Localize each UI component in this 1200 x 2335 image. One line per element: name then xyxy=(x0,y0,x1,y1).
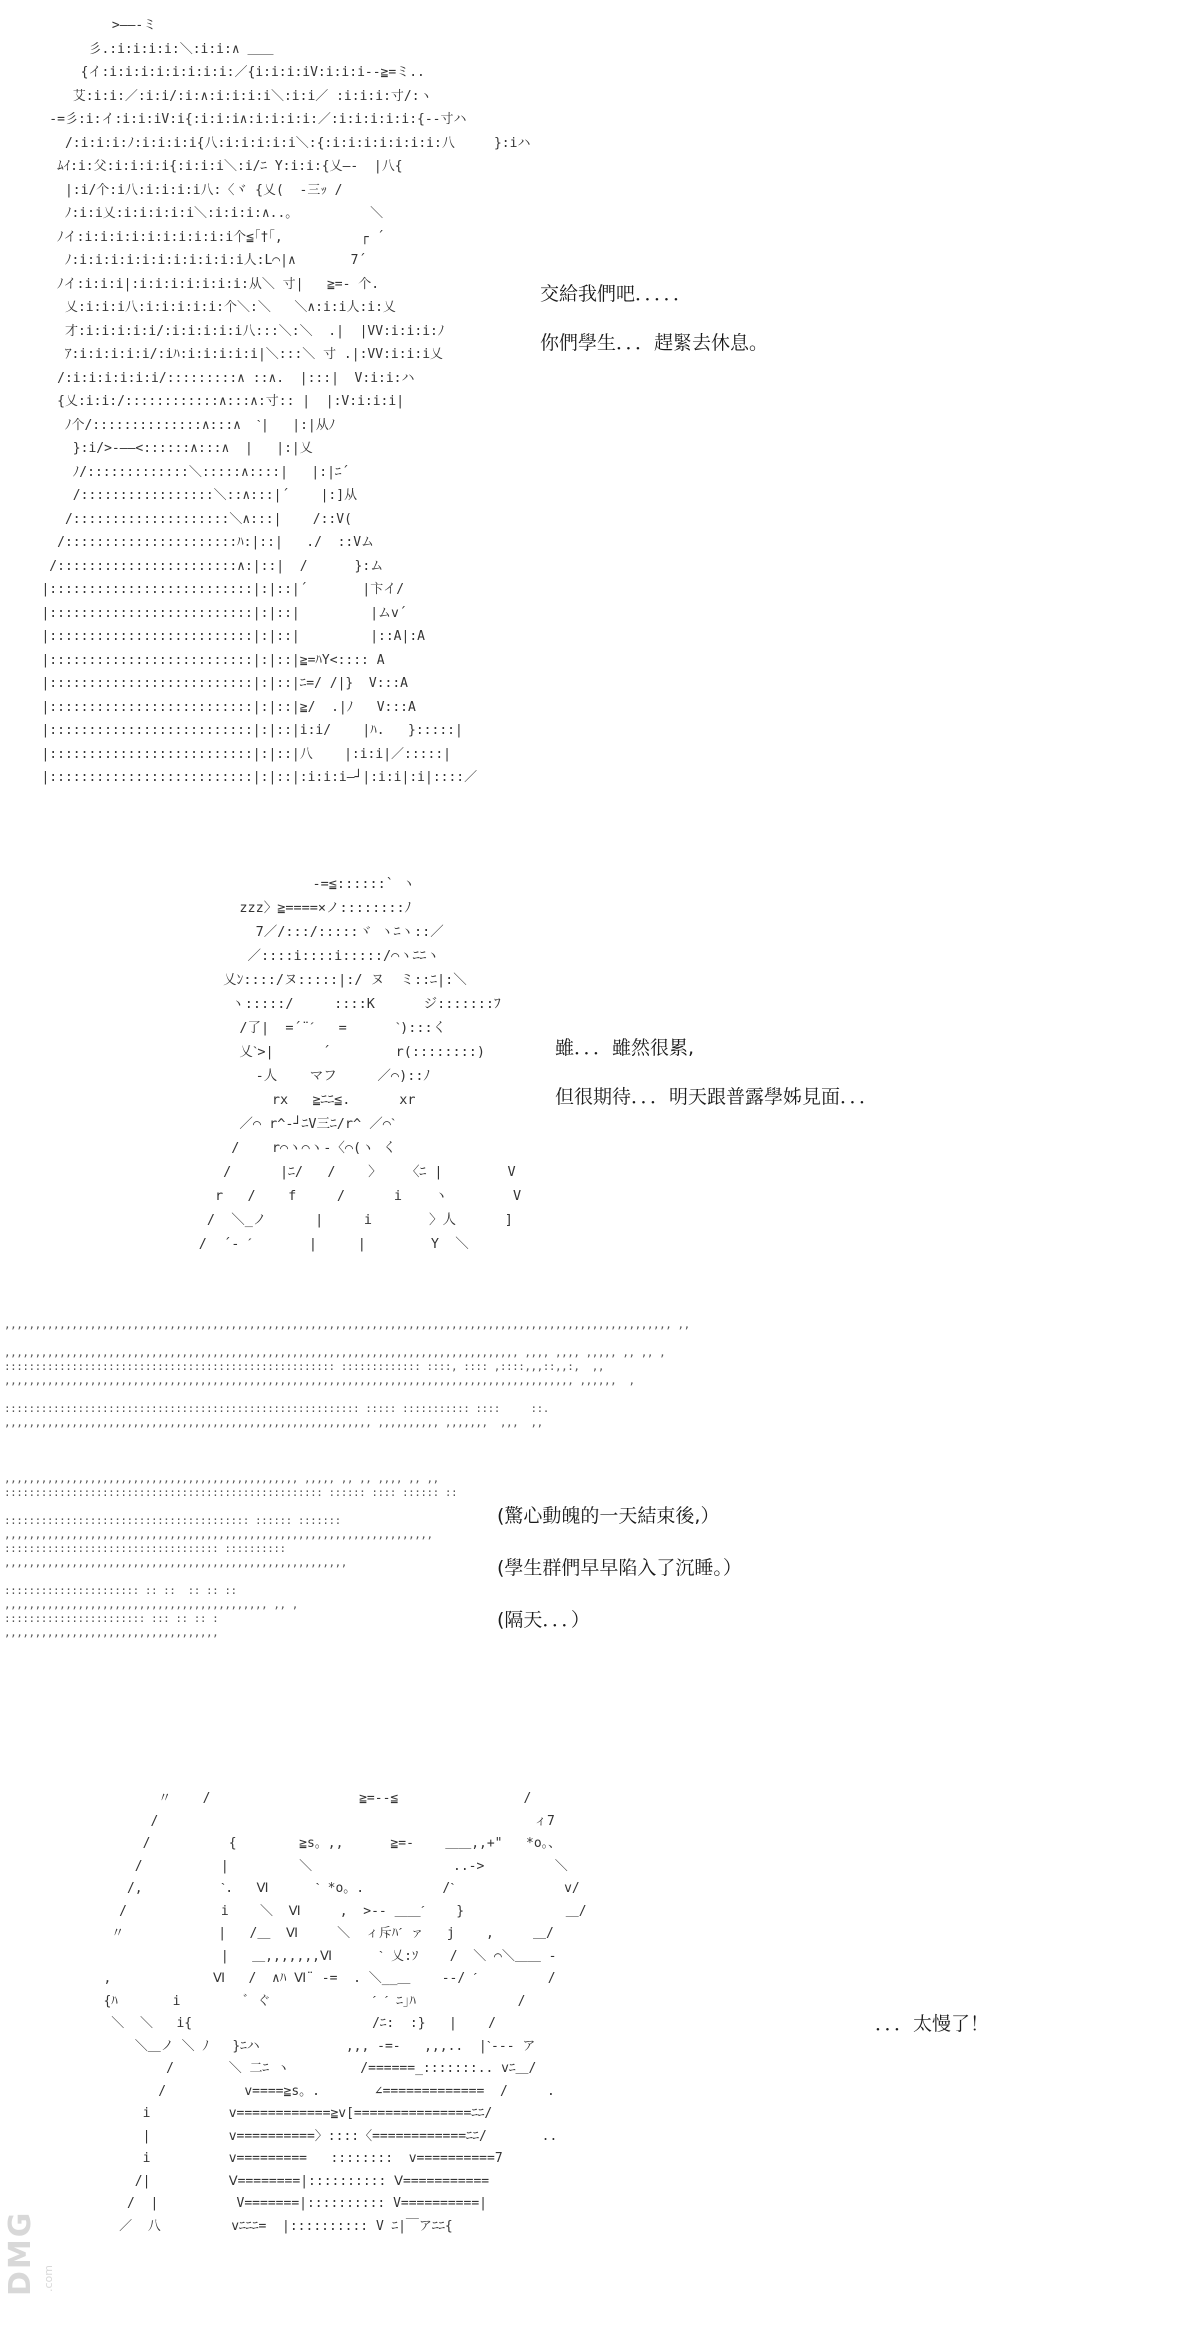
narration-line: (學生群們早早陷入了沉睡。） xyxy=(497,1557,742,1579)
dialogue-line: ．．．太慢了！ xyxy=(875,2013,990,2035)
dialogue-line: 你們學生．．．趕緊去休息。 xyxy=(540,332,769,354)
narration-text xyxy=(497,1490,742,1646)
dialogue-line: 交給我們吧．．．．． xyxy=(540,283,693,305)
girl-dialogue xyxy=(875,2000,989,2049)
dmg-watermark-logo xyxy=(3,2210,64,2328)
student-dialogue xyxy=(555,1024,878,1122)
dialogue-line: 雖．．．雖然很累, xyxy=(555,1037,695,1059)
narration-ascii-art: ,,,,,,,,,,,,,,,,,,,,,,,,,,,,,,,,,,,,,,,,,,,,,,,,,,,,,,,,,,,,,,,,,,,,,,,,,,,,,,,,,,,,,,,,,,,,,,,,,,,,,,,,,,,,, ,, ,,,,,,,,,,,,,,,,,,,,,,,,,,,,,,,,,,,,,,,,,,,,,,,,,,,,,,,,,,,,,,,,,,,,,,,,,,,,,,,,,,,, ,,,, ,,,, ,,,,, ,, ,, , :::::::::::::::::::::::::::::::::::::::::::::::::::::: ::::::::::::: ::::, :::: ,::::,,,::,,:, ,, ,,,,,,,,,,,,,,,,,,,,,,,,,,,,,,,,,,,,,,,,,,,,,,,,,,,,,,,,,,,,,,,,,,,,,,,,,,,,,,,,,,,,,,,,,,,,, ,,,,,, , :::::::::::::::::::::::::::::::::::::::::::::::::::::::::: ::::: ::::::::::: :::: ::. ,,,,,,,,,,,,,,,,,,,,,,,,,,,,,,,,,,,,,,,,,,,,,,,,,,,,,,,,,,,, ,,,,,,,,,, ,,,,,,, ,,, ,, ,,,,,,,,,,,,,,,,,,,,,,,,,,,,,,,,,,,,,,,,,,,,,,,, ,,,,, ,, ,, ,,,, ,, ,, :::::::::::::::::::::::::::::::::::::::::::::::::::: :::::: :::: :::::: :: :::::::::::::::::::::::::::::::::::::::: :::::: ::::::: ,,,,,,,,,,,,,,,,,,,,,,,,,,,,,,,,,,,,,,,,,,,,,,,,,,,,,,,,,,,,,,,,,,,,,, ::::::::::::::::::::::::::::::::::: :::::::::: ,,,,,,,,,,,,,,,,,,,,,,,,,,,,,,,,,,,,,,,,,,,,,,,,,,,,,,,, :::::::::::::::::::::: :: :: :: :: :: ,,,,,,,,,,,,,,,,,,,,,,,,,,,,,,,,,,,,,,,,,,, ,, , ::::::::::::::::::::::: ::: :: :: : ,,,,,,,,,,,,,,,,,,,,,,,,,,,,,,,,,,, xyxy=(4,1318,690,1639)
watermark-logo-sub: .com xyxy=(42,2265,55,2292)
narration-line: (驚心動魄的一天結束後,） xyxy=(497,1505,720,1527)
teacher-dialogue xyxy=(540,270,768,368)
student-ascii-art: ‐=≦::::::` ヽ zzz〉≧====×ノ::::::::ﾉ 7／/:::/:::::ヾ ヽﾆヽ::／ ／::::i::::i:::::/⌒ヽﾆﾆヽ 乂ﾝ::::/ヌ:::::|:/ ヌ ミ::ﾆ|:＼ ヽ:::::/ ::::K ジ:::::::ﾌ /了| =´¨ˊ = ˋ):::く 乂ˋ>| ´ r(::::::::) ‐人 マフ ／⌒)::ﾉ rx ≧ﾆﾆ≦. xr ／⌒ r^‐┘ﾆV三ﾆ/r^ ／⌒ˋ / r⌒ヽ⌒ヽ-〈⌒(ヽ く / |ﾆ/ / 〉 〈ﾆ | V r / f / i ヽ V / ＼_ノ | i 〉人 ] / ´‐ ˊ | | Y ＼ xyxy=(198,876,522,1252)
dialogue-line: 但很期待．．．明天跟普露學姊見面．．． xyxy=(555,1086,879,1108)
narration-line: (隔天．．．） xyxy=(497,1609,590,1631)
teacher-ascii-art: >――‐ミ 彡.:i:i:i:i:＼:i:i:∧ ＿＿ {イ:i:i:i:i:i:i:i:i:／{i:i:i:iV:i:i:i‐‐≧=ミ.. 艾:i:i:／:i:i/:i:∧:i:i:i:i＼:i:i／ :i:i:i:寸/:ヽ ‐=彡:i:イ:i:i:iV:i{:i:i:i∧:i:i:i:i:／:i:i:i:i:i:{‐‐寸ハ /:i:i:i:ﾉ:i:i:i:i{八:i:i:i:i:i＼:{:i:i:i:i:i:i:i:八 }:iハ ﾑｲ:i:父:i:i:i:i{:i:i:i＼:i/ﾆ Y:i:i:{乂―‐ |八{ |:i/个:i八:i:i:i:i八:〈ヾ {乂( ‐三ｯ / ﾉ:i:i乂:i:i:i:i:i＼:i:i:i:∧..｡ ＼ ﾉイ:i:i:i:i:i:i:i:i:i:i个≦｢†｢, ┌ ´ ﾉ:i:i:i:i:i:i:i:i:i:i:i人:L⌒|∧ 7´ ﾉイ:i:i:i|:i:i:i:i:i:i:i:从＼ 寸| ≧=‐ 个. 乂:i:i:i八:i:i:i:i:i:个＼:＼ ＼∧:i:i人:i:乂 才:i:i:i:i:i/:i:i:i:i:i八:::＼:＼ .| |VV:i:i:i:ﾉ ｱ:i:i:i:i:i/:iﾊ:i:i:i:i:i|＼:::＼ 寸 .|:VV:i:i:i乂 /:i:i:i:i:i:i/:::::::::∧ ::∧. |:::| V:i:i:ハ {乂:i:i:/::::::::::::∧:::∧:寸:: | |:V:i:i:i| ﾉ个/::::::::::::::∧:::∧ ˋ| |:|从ﾉ }:i/>‐――<::::::∧:::∧ | |:|乂 ﾉ/:::::::::::::＼:::::∧::::| |:|ﾆ´ /:::::::::::::::::＼::∧:::|´ |:]从 /::::::::::::::::::::＼∧:::| /::V( /::::::::::::::::::::::ﾊ:|::| ./ ::Vム /:::::::::::::::::::::::∧:|::| / }:ム |::::::::::::::::::::::::::|:|::|´ |卞イ/ |::::::::::::::::::::::::::|:|::| |ムv´ |::::::::::::::::::::::::::|:|::| |::A|:A |::::::::::::::::::::::::::|:|::|≧=ﾊY<:::: A |::::::::::::::::::::::::::|:|::|ﾆ=/ /|} V:::A |::::::::::::::::::::::::::|:|::|≧/ .|ﾉ V:::A |::::::::::::::::::::::::::|:|::|i:i/ |ﾊ. }:::::| |::::::::::::::::::::::::::|:|::|八 |:i:i|／:::::| |::::::::::::::::::::::::::|:|::|:i:i:i―┘|:i:i|:i|::::／ xyxy=(41,18,531,785)
watermark-logo-text: DMG xyxy=(3,2210,38,2296)
girl-ascii-art: 〃 / ≧=‐‐≦ / / ィ7 / { ≧s。,, ≧=‐ ＿＿,,+" *o。、 / | ＼ ..‐> ＼ /, ˋ. Ⅵ ˋ *o。. /ˋ v/ / i ＼ Ⅵ , >‐‐ ＿＿ˊ } ＿/ 〃 | /＿ Ⅵ ＼ ィ斥ﾊˊ ァ j , ＿/ | ＿,,,,,,,Ⅵ ˋ 乂:ｿ / ＼ ⌒＼＿＿ ‐ , Ⅵ / ∧ﾊ Ⅵ¨ -= . ＼__＿ ‐‐/ ˊ / {ﾊ i ﾞ ぐ ˊ ˊ ﾆ｣ﾊ / ＼ ＼ i{ /ﾆ: :} | / ＼＿ノ ＼ ﾉ }ﾆハ ,,, ‐=- ,,,.. |ˋ‐‐‐ ア / ＼ 二ﾆ ヽ /======_:::::::.. vﾆ＿/ / v====≧s。. ∠============= / . i v============≧v[===============ﾆﾆ/ | v==========〉::::〈============ﾆﾆ/ .. i v========= :::::::: v==========7 /| Ⅴ========|:::::::::: Ⅴ=========== / | V=======|:::::::::: V==========| ／ 八 vﾆﾆﾆ= |:::::::::: V ﾆ|￣アﾆﾆ{ xyxy=(103,1791,587,2234)
